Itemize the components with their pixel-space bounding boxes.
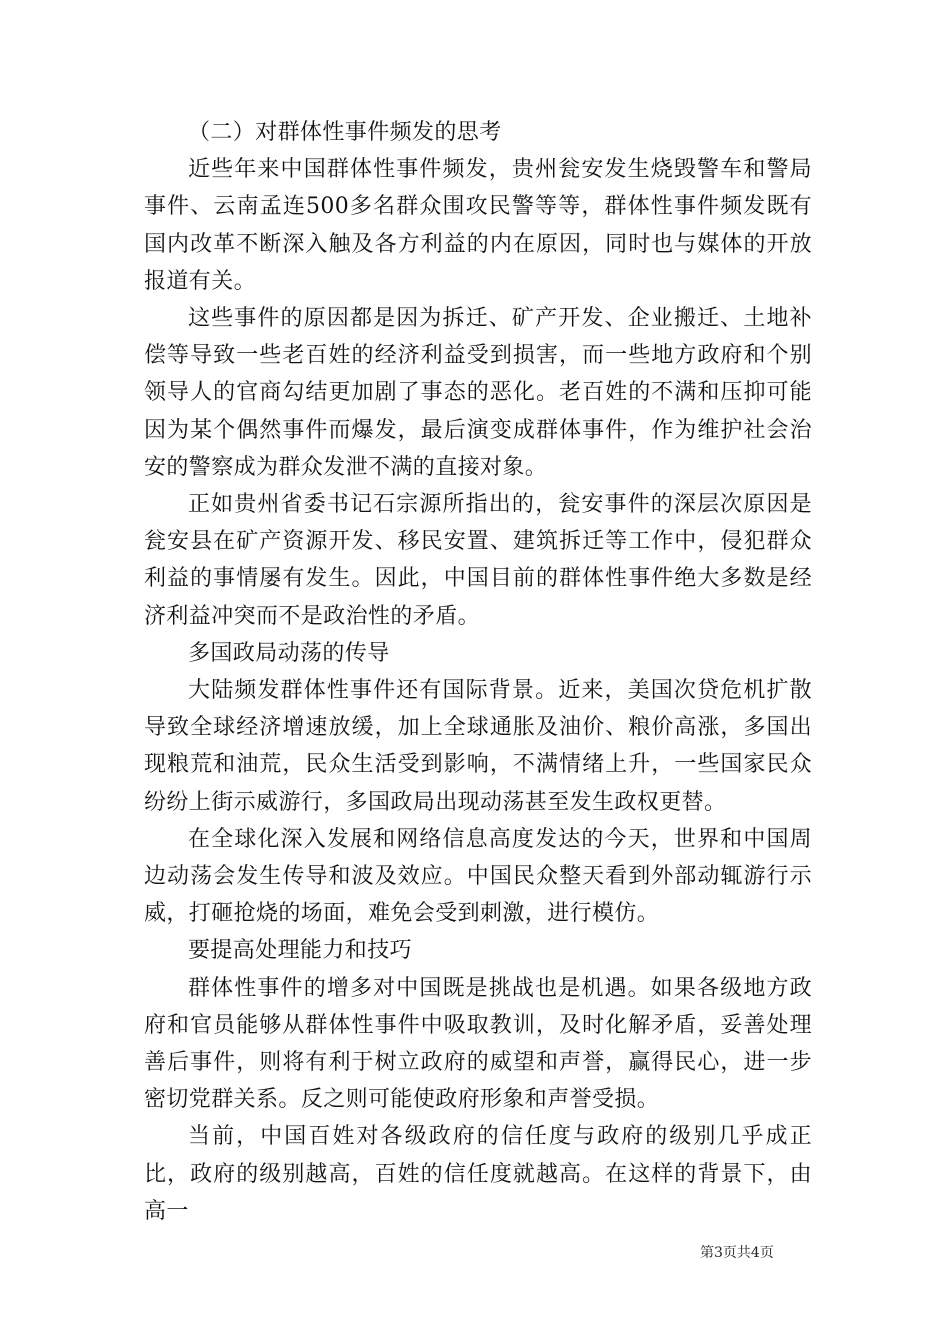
paragraph: 近些年来中国群体性事件频发，贵州瓮安发生烧毁警车和警局事件、云南孟连500多名群众围攻民警等等，群体性事件频发既有国内改革不断深入触及各方利益的内在原因，同时也与媒体的开放报道有关。 [144, 157, 812, 294]
paragraph: 大陆频发群体性事件还有国际背景。近来，美国次贷危机扩散导致全球经济增速放缓，加上全球通胀及油价、粮价高涨，多国出现粮荒和油荒，民众生活受到影响，不满情绪上升，一些国家民众纷纷上街示威游行，多国政局出现动荡甚至发生政权更替。 [144, 678, 812, 815]
section-heading: （二）对群体性事件频发的思考 [188, 120, 502, 145]
page-number-footer: 第3页共4页 [700, 1245, 774, 1261]
subheading-handling-ability: 要提高处理能力和技巧 [188, 938, 413, 964]
paragraph: 群体性事件的增多对中国既是挑战也是机遇。如果各级地方政府和官员能够从群体性事件中吸取教训，及时化解矛盾，妥善处理善后事件，则将有利于树立政府的威望和声誉，赢得民心，进一步密切党群关系。反之则可能使政府形象和声誉受损。 [144, 975, 812, 1113]
paragraph: 这些事件的原因都是因为拆迁、矿产开发、企业搬迁、土地补偿等导致一些老百姓的经济利益受到损害，而一些地方政府和个别领导人的官商勾结更加剧了事态的恶化。老百姓的不满和压抑可能因为某个偶然事件而爆发，最后演变成群体事件，作为维护社会治安的警察成为群众发泄不满的直接对象。 [144, 306, 812, 480]
document-body [144, 114, 812, 1230]
subheading-political-turmoil: 多国政局动荡的传导 [188, 640, 390, 666]
paragraph: 在全球化深入发展和网络信息高度发达的今天，世界和中国周边动荡会发生传导和波及效应。中国民众整天看到外部动辄游行示威，打砸抢烧的场面，难免会受到刺激，进行模仿。 [144, 826, 812, 927]
paragraph: 正如贵州省委书记石宗源所指出的，瓮安事件的深层次原因是瓮安县在矿产资源开发、移民安置、建筑拆迁等工作中，侵犯群众利益的事情屡有发生。因此，中国目前的群体性事件绝大多数是经济利益冲突而不是政治性的矛盾。 [144, 492, 812, 629]
paragraph: 当前，中国百姓对各级政府的信任度与政府的级别几乎成正比，政府的级别越高，百姓的信任度就越高。在这样的背景下，由高一 [144, 1124, 812, 1224]
